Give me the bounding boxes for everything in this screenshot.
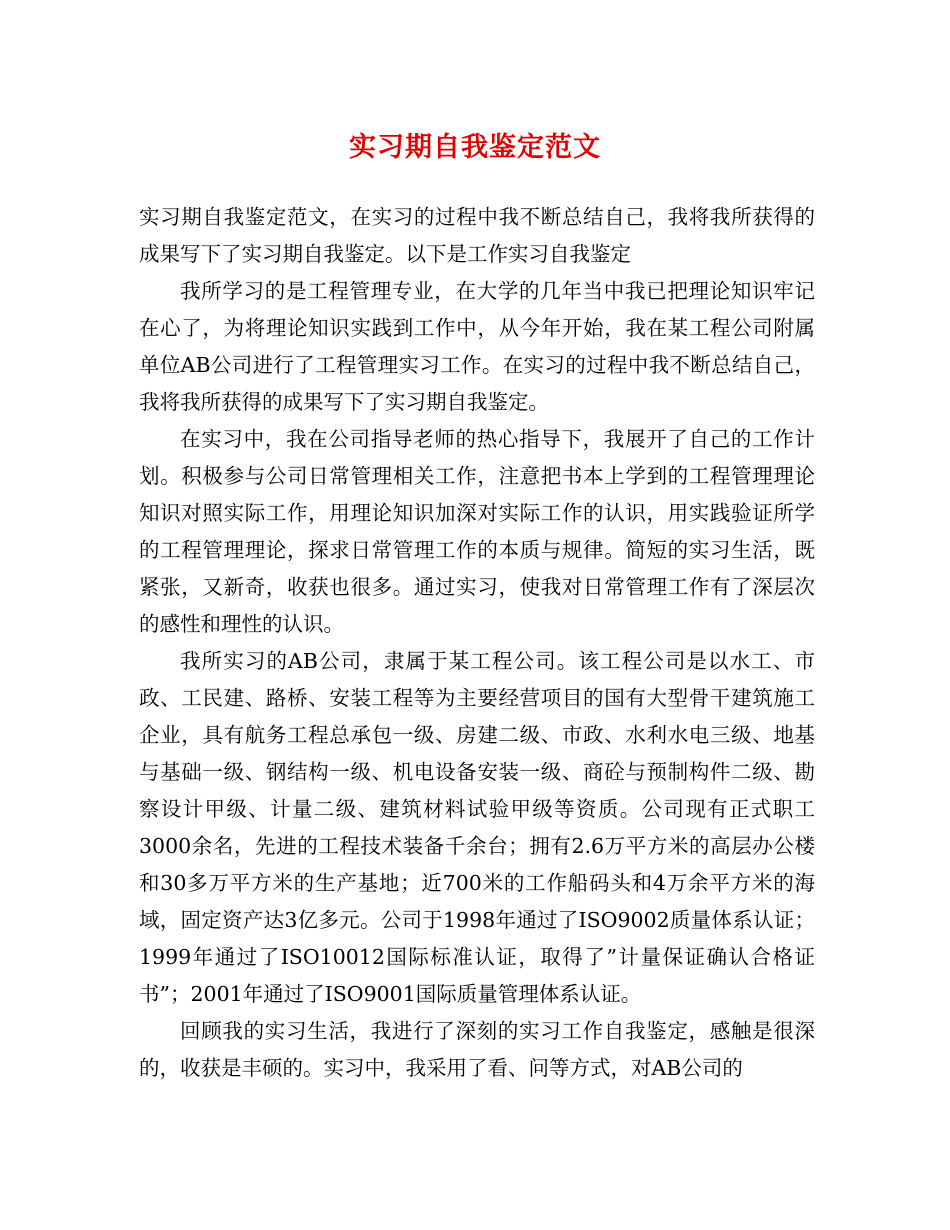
paragraph-2: 我所学习的是工程管理专业，在大学的几年当中我已把理论知识牢记在心了，为将理论知识实践到工作中，从今年开始，我在某工程公司附属单位AB公司进行了工程管理实习工作。在实习的过程中我不断总结自己，我将我所获得的成果写下了实习期自我鉴定。 [139,279,815,414]
document-title: 实习期自我鉴定范文 [349,132,601,163]
paragraph-5: 回顾我的实习生活，我进行了深刻的实习工作自我鉴定，感触是很深的，收获是丰硕的。实习中，我采用了看、问等方式，对AB公司的 [139,1019,815,1080]
paragraph-4: 我所实习的AB公司，隶属于某工程公司。该工程公司是以水工、市政、工民建、路桥、安装工程等为主要经营项目的国有大型骨干建筑施工企业，具有航务工程总承包一级、房建二级、市政、水利水电三级、地基与基础一级、钢结构一级、机电设备安装一级、商砼与预制构件二级、勘察设计甲级、计量二级、建筑材料试验甲级等资质。公司现有正式职工3000余名，先进的工程技术装备千余台；拥有2.6万平方米的高层办公楼和30多万平方米的生产基地；近700米的工作船码头和4万余平方米的海域，固定资产达3亿多元。公司于1998年通过了ISO9002质量体系认证；1999年通过了ISO10012国际标准认证，取得了”计量保证确认合格证书”；2001年通过了ISO9001国际质量管理体系认证。 [139,649,815,1006]
paragraph-3: 在实习中，我在公司指导老师的热心指导下，我展开了自己的工作计划。积极参与公司日常管理相关工作，注意把书本上学到的工程管理理论知识对照实际工作，用理论知识加深对实际工作的认识，用实践验证所学的工程管理理论，探求日常管理工作的本质与规律。简短的实习生活，既紧张，又新奇，收获也很多。通过实习，使我对日常管理工作有了深层次的感性和理性的认识。 [139,427,815,636]
paragraph-1: 实习期自我鉴定范文，在实习的过程中我不断总结自己，我将我所获得的成果写下了实习期自我鉴定。以下是工作实习自我鉴定 [139,205,815,266]
document-body [139,199,815,1087]
